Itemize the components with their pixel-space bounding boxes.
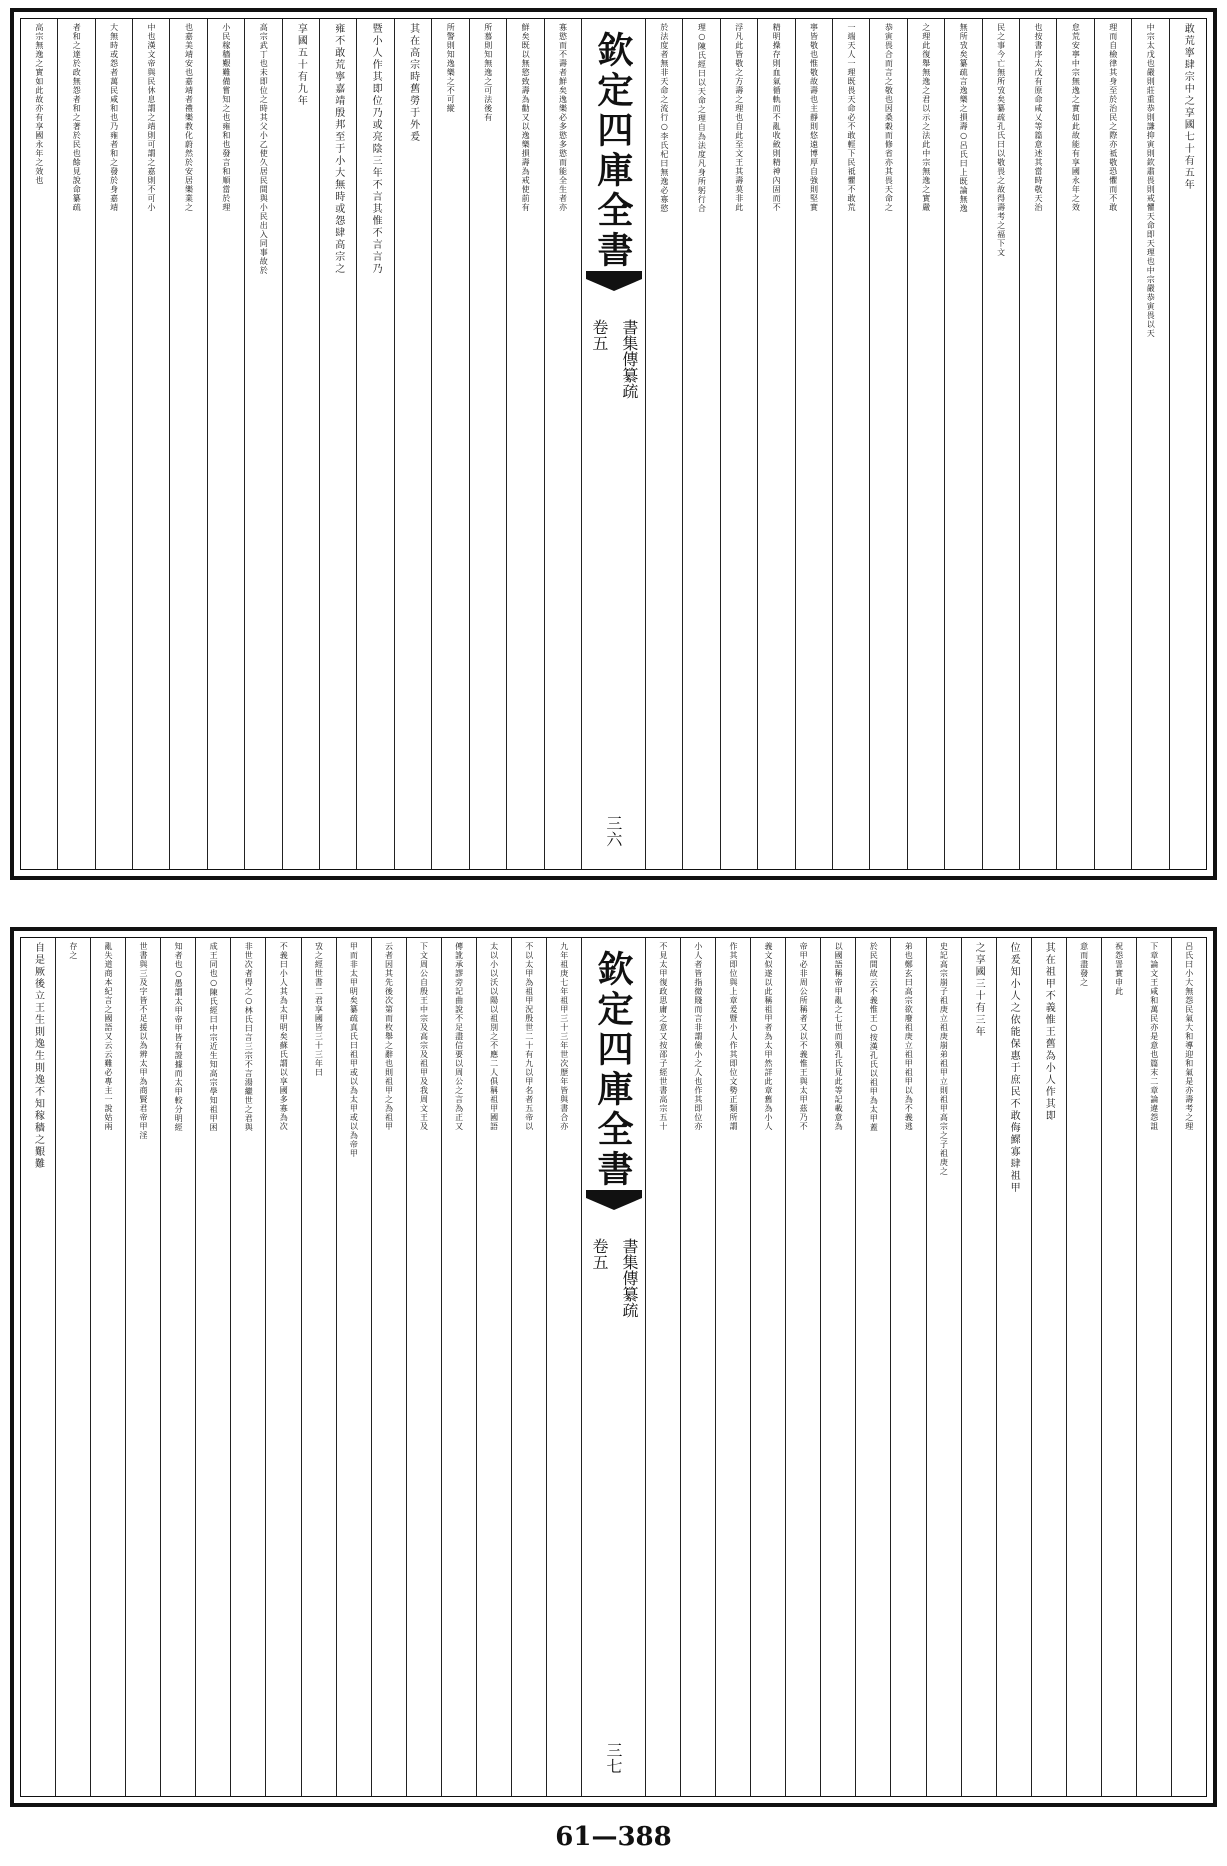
column-text: 小民稼穡艱難備嘗知之也雍和也發言和順當於理 [221,23,231,212]
column-text: 傳訛承謬旁記曲說不足盡信要以周公之言為正又 [454,942,464,1131]
frame-inner [20,937,1207,1797]
column-text: 帝甲必非周公所稱者又以不義惟王與太甲茲乃不 [799,942,809,1131]
column-text: 所警則知逸樂之不可縱 [446,23,456,113]
column-text: 高宗無逸之實如此故亦有享國永年之效也 [34,23,44,185]
column-text: 中宗太戊也嚴則莊重恭則謙抑寅則欽肅畏則戒懼天命即天理也中宗嚴恭寅畏以天 [1146,23,1156,338]
commentary-column [682,19,719,869]
column-text: 雍不敢荒寧嘉靖殷邦至于小大無時或怨肆高宗之 [332,23,344,275]
column-text: 寧皆敬也惟敬故壽也主靜則悠遠博厚自強則堅實 [809,23,819,212]
commentary-column [55,938,90,1796]
column-text: 下章論文王咸和萬民亦是意也篇末二章論違怨詛 [1149,942,1159,1131]
commentary-column [301,938,336,1796]
commentary-column [244,19,281,869]
commentary-column [750,938,785,1796]
column-text: 理○陳氏經曰以天命之理自為法度凡身所躬行合 [697,23,707,213]
frame-inner [20,18,1207,870]
columns-top [21,19,1206,869]
column-text: 敢荒寧肆宗中之享國七十有五年 [1182,23,1194,191]
fishtail-mark-icon [586,271,642,291]
commentary-column [757,19,794,869]
column-text: 鮮矣既以無慾致壽為勸又以逸樂損壽為戒使前有 [521,23,531,212]
commentary-column [890,938,925,1796]
commentary-column [336,938,371,1796]
commentary-column [926,938,961,1796]
column-text: 知者也○愚謂太甲帝甲皆有證據而太甲較分明經 [174,942,184,1132]
fishtail-mark-icon [586,1190,642,1210]
commentary-column [1136,938,1171,1796]
column-text: 云者因其先後次第而枚舉之辭也則祖甲之為祖甲 [384,942,394,1131]
book-title: 欽定四庫全書 [591,31,634,271]
column-text: 大無時或怨者萬民咸和也乃雍者和之發於身嘉靖 [109,23,119,212]
center-fold-column [581,19,645,869]
commentary-column [720,19,757,869]
column-text: 者和之達於政無怨者和之著於民也餘見說命纂疏 [72,23,82,212]
commentary-column [132,19,169,869]
commentary-column [1101,938,1136,1796]
leaf-number: 三六 [603,815,623,847]
commentary-column [1066,938,1101,1796]
column-text: 高宗武丁也未即位之時其父小乙使久居民間與小民出入同事故於 [259,23,269,275]
column-text: 民之事今亡無所攷矣纂疏孔氏曰以敬畏之故得壽考之福下文 [996,23,1006,257]
commentary-column [169,19,206,869]
commentary-column [195,938,230,1796]
column-text: 世書與三及字皆不足援以為辨太甲為商賢君帝甲淫 [139,942,149,1140]
column-text: 精明操存則血氣循軌而不亂收斂則精神內固而不 [772,23,782,212]
commentary-column [160,938,195,1796]
commentary-column [820,938,855,1796]
column-text: 位爰知小人之依能保惠于庶民不敢侮鰥寡肆祖甲 [1008,942,1020,1194]
commentary-column [90,938,125,1796]
main-text-column [1031,938,1066,1796]
column-text: 之享國三十有三年 [973,942,985,1038]
volume-label: 卷五 [589,319,609,351]
main-text-column [394,19,431,869]
commentary-column [645,938,680,1796]
commentary-column [1019,19,1056,869]
commentary-column [715,938,750,1796]
column-text: 攷之經世書二君享國皆三十三年曰 [314,942,324,1077]
column-text: 怠荒安寧中宗無逸之實如此故能有享國永年之效 [1071,23,1081,212]
column-text: 以國語稱帝甲亂之七世而殞孔氏見此等記載意為 [834,942,844,1131]
commentary-column [645,19,682,869]
commentary-column [1056,19,1093,869]
column-text: 甲而非太甲明矣纂疏真氏曰祖甲或以為太甲或以為帝甲 [349,942,359,1158]
commentary-column [1171,938,1206,1796]
commentary-column [506,19,543,869]
commentary-column [21,19,57,869]
column-text: 成王同也○陳氏經曰中宗近生知高宗學知祖甲困 [209,942,219,1132]
commentary-column [431,19,468,869]
column-text: 其在祖甲不義惟王舊為小人作其即 [1043,942,1055,1122]
column-text: 意而盡發之 [1079,942,1089,987]
commentary-column [907,19,944,869]
column-text: 也按書序太戊有原命咸乂等篇意述其當時敬天治 [1033,23,1043,212]
commentary-column [441,938,476,1796]
column-text: 寡慾而不壽者鮮矣逸樂必多慾多慾而能全生者亦 [558,23,568,212]
column-text: 於民間故云不義惟王○按漢孔氏以祖甲為太甲蓋 [869,942,879,1132]
commentary-column [832,19,869,869]
column-text: 自是厥後立王生則逸生則逸不知稼穡之艱難 [32,942,44,1170]
column-text: 存之 [68,942,78,960]
column-text: 所慕則知無逸之可法後有 [483,23,493,122]
column-text: 暨小人作其即位乃或亮陰三年不言其惟不言言乃 [370,23,382,275]
column-text: 恭寅畏合而言之敬也因桑穀而修省亦其畏天命之 [884,23,894,212]
commentary-column [125,938,160,1796]
page-number: 61—388 [555,1822,672,1852]
commentary-column [1131,19,1168,869]
page-bottom [10,927,1217,1807]
commentary-column [855,938,890,1796]
column-text: 太以小以沃以陽以祖別之不應二人俱稱祖甲國語 [489,942,499,1131]
column-text: 也嘉美靖安也嘉靖者禮樂教化蔚然於安居樂業之 [184,23,194,212]
commentary-column [265,938,300,1796]
column-text: 作其即位與上章爰暨小人作其即位文勢正類所謂 [728,942,738,1131]
column-text: 其在高宗時舊勞于外爰 [407,23,419,143]
main-text-column [961,938,996,1796]
volume-label: 卷五 [590,1238,609,1270]
column-text: 之理此復舉無逸之君以示之法此中宗無逸之實嚴 [921,23,931,212]
main-text-column [282,19,319,869]
commentary-column [869,19,906,869]
commentary-column [785,938,820,1796]
main-text-column [356,19,393,869]
commentary-column [511,938,546,1796]
commentary-column [406,938,441,1796]
columns-bottom [21,938,1206,1796]
column-text: 祝怨詈實申此 [1114,942,1124,996]
column-text: 呂氏曰小大無怨民氣大和導迎和氣是亦壽考之理 [1184,942,1194,1131]
column-text: 小人者皆指微賤而言非謂儉小之人也作其即位亦 [693,942,703,1131]
commentary-column [982,19,1019,869]
column-text: 無所攷矣纂疏言逸樂之損壽○呂氏曰上既論無逸 [959,23,969,213]
main-text-column [21,938,55,1796]
column-text: 亂失道商本紀言之國語又云云難必專主一說姑兩 [103,942,113,1131]
column-text: 一端天人一理既畏天命必不敢輕下民祗懼不敢荒 [846,23,856,212]
commentary-column [544,19,581,869]
column-text: 不以太甲為祖甲況殷世二十有九以甲名者五帝以 [524,942,534,1131]
commentary-column [476,938,511,1796]
column-text: 義文似遂以此稱祖甲者為太甲然詳此章舊為小人 [764,942,774,1131]
main-text-column [1169,19,1206,869]
commentary-column [230,938,265,1796]
commentary-column [680,938,715,1796]
column-text: 弟也鄭玄曰高宗欲廢祖庚立祖甲祖甲以為不義逃 [904,942,914,1131]
page-top [10,8,1217,880]
commentary-column [546,938,581,1796]
column-text: 史記高宗崩子祖庚立祖庚崩弟祖甲立則祖甲高宗之子祖庚之 [939,942,949,1176]
column-text: 不見太甲復政思庸之意又按邵子經世書高宗五十 [658,942,668,1131]
center-fold-column [581,938,645,1796]
column-text: 九年祖庚七年祖甲三十三年世次歷年皆與書合亦 [559,942,569,1131]
commentary-column [795,19,832,869]
commentary-column [95,19,132,869]
main-text-column [319,19,356,869]
column-text: 浮凡此皆敬之方壽之理也自此至文王其壽莫非此 [734,23,744,212]
column-text: 下文周公自殷王中宗及高宗及祖甲及我周文王及 [419,942,429,1131]
commentary-column [207,19,244,869]
column-text: 非世次者得之○林氏曰言三宗不言湯繼世之君與 [244,942,254,1132]
book-name: 書集傳纂疏 [619,319,639,399]
commentary-column [57,19,94,869]
column-text: 理而自檢律其身至於治民之際亦祗敬恐懼而不敢 [1108,23,1118,212]
column-text: 不義曰小人其為太甲明矣蘇氏謂以享國多寡為次 [279,942,289,1131]
main-text-column [996,938,1031,1796]
book-name: 書集傳纂疏 [620,1238,639,1318]
commentary-column [469,19,506,869]
column-text: 於法度者無非天命之流行○李氏杞曰無逸必寡慾 [659,23,669,213]
book-title: 欽定四庫全書 [592,950,634,1190]
commentary-column [944,19,981,869]
column-text: 中也漢文帝與民休息謂之靖則可謂之嘉則不可小 [147,23,157,212]
column-text: 享國五十有九年 [295,23,307,107]
commentary-column [371,938,406,1796]
leaf-number: 三七 [604,1742,623,1774]
commentary-column [1094,19,1131,869]
